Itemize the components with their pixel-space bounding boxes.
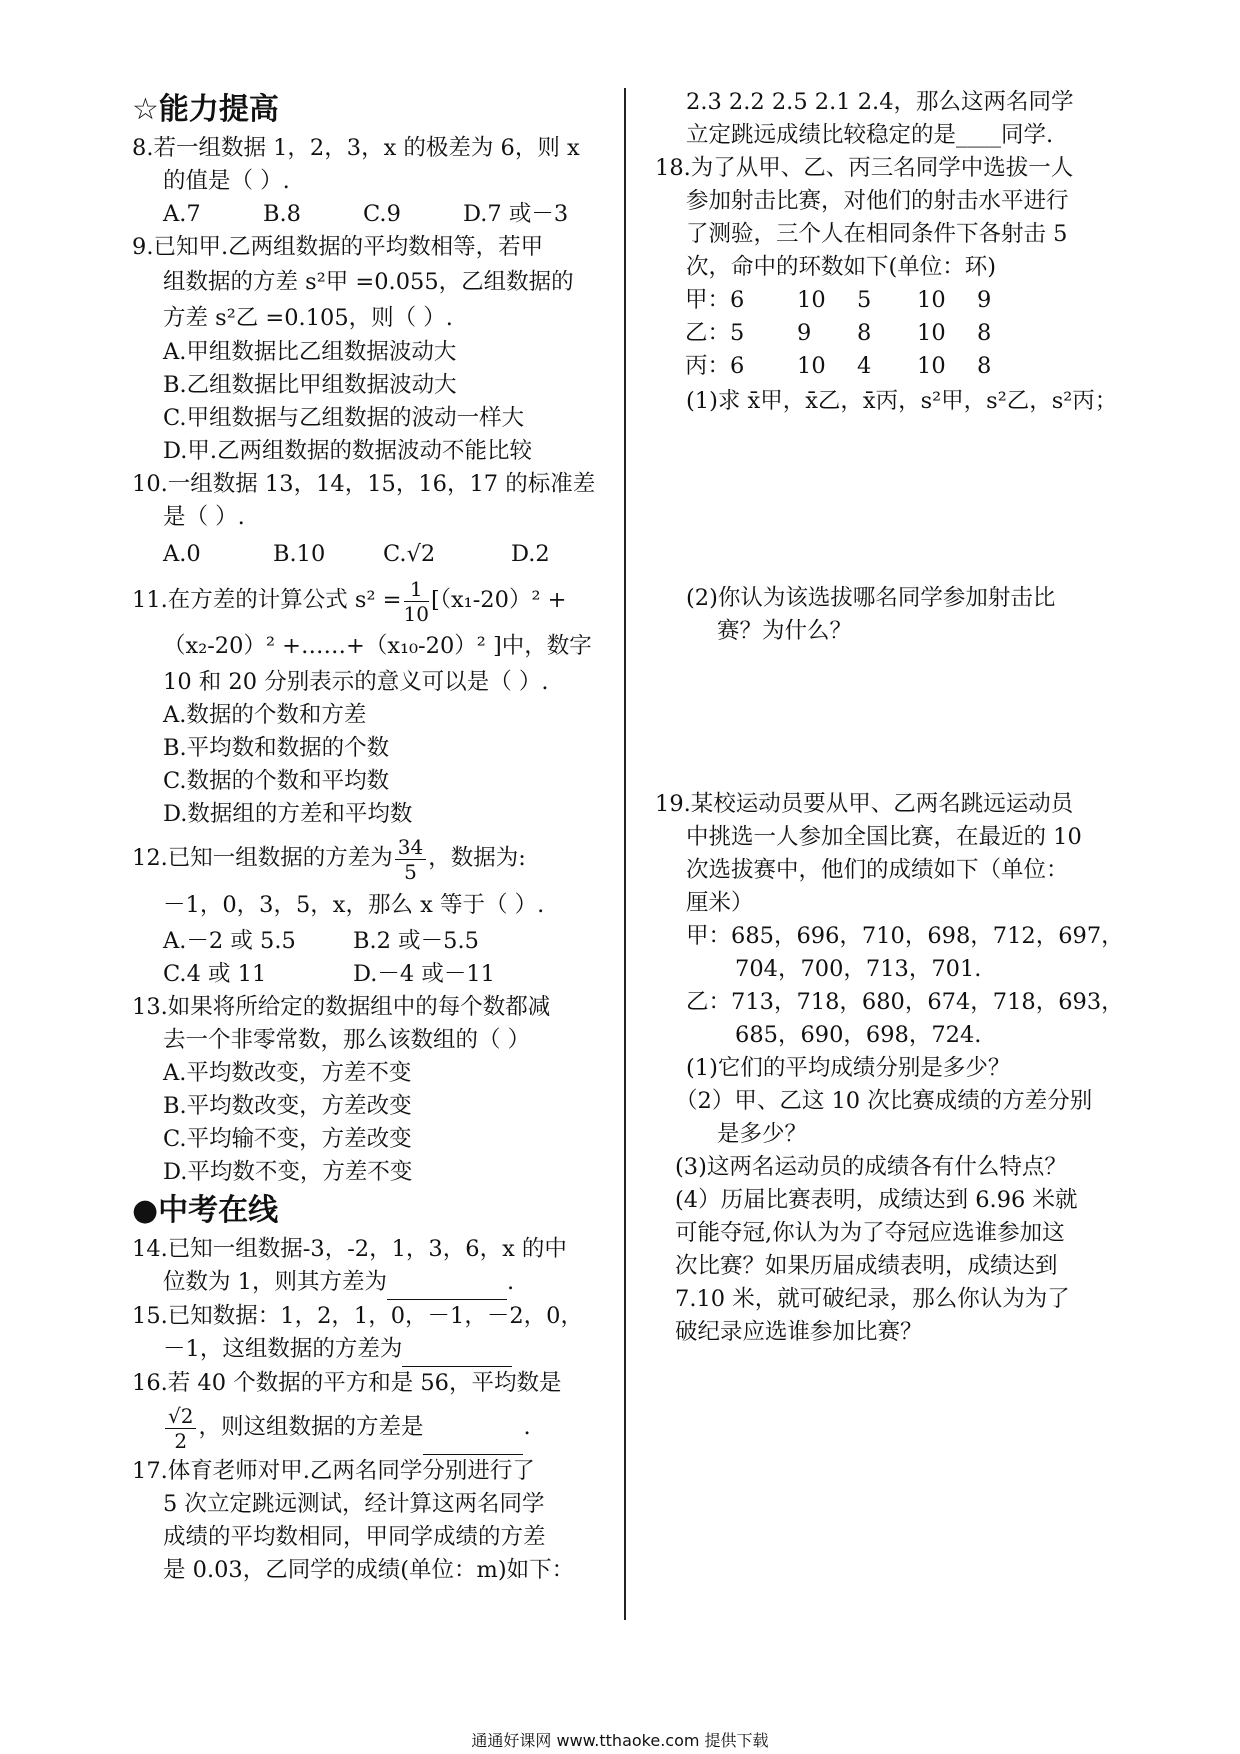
q19-part1: (1)它们的平均成绩分别是多少？	[686, 1055, 1011, 1081]
q18-row-yi-c0: 乙：5	[685, 320, 745, 346]
q9-line3: 方差 s²乙 =0.105，则（ ）.	[163, 305, 453, 331]
q14-line1: 14.已知一组数据-3，-2，1，3，6，x 的中	[132, 1236, 567, 1262]
q18-score-table	[655, 284, 1135, 383]
q18-row-jia-c3: 10	[917, 287, 946, 313]
q9-line2: 组数据的方差 s²甲 =0.055，乙组数据的	[163, 269, 574, 295]
q18-row-bing-c2: 4	[857, 353, 872, 379]
q18-row-jia-c1: 10	[797, 287, 826, 313]
q17-line4: 是 0.03，乙同学的成绩(单位：m)如下：	[163, 1557, 575, 1583]
q16-fraction	[165, 1404, 196, 1453]
q18-row-bing-c1: 10	[797, 353, 826, 379]
q12-option-c: C.4 或 11	[163, 961, 267, 987]
q18-row-jia-c2: 5	[857, 287, 872, 313]
q9-option-a: A.甲组数据比乙组数据波动大	[163, 339, 457, 365]
q8-line1: 8.若一组数据 1，2，3，x 的极差为 6，则 x	[132, 135, 580, 161]
q14-line2: 位数为 1，则其方差为 .	[132, 1266, 612, 1300]
right-column	[655, 86, 1135, 1349]
q19-yi-line2: 685，690，698，724.	[735, 1022, 982, 1048]
q12-line2: －1，0，3，5，x，那么 x 等于（ ）.	[163, 892, 545, 918]
q16-frac-denominator: 2	[174, 1428, 188, 1453]
q18-row-yi-c1: 9	[797, 320, 812, 346]
q18-line1: 18.为了从甲、乙、丙三名同学中选拔一人	[655, 155, 1074, 181]
q16-line1: 16.若 40 个数据的平方和是 56，平均数是	[132, 1370, 562, 1396]
q19-line3: 次选拔赛中，他们的成绩如下（单位：	[686, 857, 1069, 883]
q11-text-a: 11.在方差的计算公式 s² =	[132, 587, 402, 613]
q12-option-d: D.－4 或－11	[353, 961, 495, 987]
q12-text-b: ，数据为:	[428, 845, 526, 871]
q10-option-c: C.√2	[383, 541, 436, 567]
q19-part4-line1: (4）历届比赛表明，成绩达到 6.96 米就	[675, 1187, 1078, 1213]
q18-line2: 参加射击比赛，对他们的射击水平进行	[686, 188, 1069, 214]
q15-line1: 15.已知数据：1，2，1，0，－1，－2，0，	[132, 1303, 583, 1329]
q19-line2: 中挑选一人参加全国比赛，在最近的 10	[686, 824, 1082, 850]
q16-line2: $\frac{√2}{2}$ ，则这组数据的方差是 .	[132, 1400, 612, 1455]
q18-row-yi-c2: 8	[857, 320, 872, 346]
q10-options	[132, 534, 612, 574]
q18-row-yi-c4: 8	[977, 320, 992, 346]
q18-row-jia-c4: 9	[977, 287, 992, 313]
q11-option-b: B.平均数和数据的个数	[163, 735, 390, 761]
q12-option-b: B.2 或－5.5	[353, 928, 479, 954]
q14-answer-blank	[387, 1266, 507, 1300]
q12-line1	[132, 831, 612, 885]
q12-text-a: 12.已知一组数据的方差为	[132, 845, 393, 871]
q11-line3: 10 和 20 分别表示的意义可以是（ ）.	[163, 669, 549, 695]
q19-jia-line1: 甲：685，696，710，698，712，697，	[686, 923, 1124, 949]
q11-option-c: C.数据的个数和平均数	[163, 768, 390, 794]
q12-fraction	[395, 835, 426, 884]
q13-line2: 去一个非零常数，那么该数组的（ ）	[163, 1027, 531, 1053]
column-divider	[624, 88, 626, 1620]
q18-row-bing-c0: 丙：6	[685, 353, 745, 379]
q13-option-c: C.平均输不变，方差改变	[163, 1126, 412, 1152]
q11-option-d: D.数据组的方差和平均数	[163, 801, 413, 827]
q15-answer-blank	[402, 1333, 512, 1367]
q19-part2-line2: 是多少？	[717, 1121, 808, 1147]
q18-part2-line1: (2)你认为该选拔哪名同学参加射击比	[686, 585, 1056, 611]
q17-line1: 17.体育老师对甲.乙两名同学分别进行了	[132, 1458, 535, 1484]
q8-option-c: C.9	[363, 201, 401, 227]
q8-option-b: B.8	[263, 201, 302, 227]
q18-row-bing-c4: 8	[977, 353, 992, 379]
q19-part4-line4: 7.10 米，就可破纪录，那么你认为为了	[675, 1286, 1070, 1312]
q19-yi-line1: 乙：713，718，680，674，718，693，	[686, 989, 1124, 1015]
section-title-exam: ●中考在线	[132, 1193, 279, 1228]
q9-option-c: C.甲组数据与乙组数据的波动一样大	[163, 405, 525, 431]
q18-part2-line2: 赛？为什么？	[717, 618, 853, 644]
section-title-ability: ☆能力提高	[132, 92, 279, 127]
q10-option-a: A.0	[163, 541, 201, 567]
q16-text-b: ，则这组数据的方差是	[198, 1414, 424, 1440]
q16-frac-numerator: √2	[165, 1404, 196, 1429]
q9-option-d: D.甲.乙两组数据的数据波动不能比较	[163, 438, 533, 464]
q16-answer-blank	[423, 1400, 523, 1455]
q10-option-d: D.2	[511, 541, 550, 567]
q12-frac-denominator: 5	[404, 859, 417, 884]
q19-line4: 厘米）	[686, 890, 754, 916]
q17-cont-line2: 立定跳远成绩比较稳定的是____同学.	[686, 122, 1054, 148]
q10-option-b: B.10	[273, 541, 326, 567]
q13-line1: 13.如果将所给定的数据组中的每个数都减	[132, 994, 551, 1020]
q19-line1: 19.某校运动员要从甲、乙两名跳远运动员	[655, 791, 1074, 817]
q18-line3: 了测验，三个人在相同条件下各射击 5	[686, 221, 1068, 247]
q19-part4-line5: 破纪录应选谁参加比赛？	[675, 1319, 923, 1345]
q11-line1	[132, 574, 612, 626]
q12-frac-numerator: 34	[395, 835, 426, 860]
q19-part2-line1: （2）甲、乙这 10 次比赛成绩的方差分别	[675, 1088, 1093, 1114]
q19-part4-line2: 可能夺冠,你认为为了夺冠应选谁参加这	[675, 1220, 1065, 1246]
q12-options-row1	[132, 925, 612, 958]
q8-line2: 的值是（ ）.	[163, 168, 290, 194]
q14-text: 位数为 1，则其方差为	[163, 1269, 387, 1295]
left-column	[132, 86, 612, 1587]
q18-answer-space-2	[655, 648, 1135, 788]
page-footer: 通通好课网 www.tthaoke.com 提供下载	[471, 1731, 769, 1750]
q18-row-yi-c3: 10	[917, 320, 946, 346]
q19-part3: (3)这两名运动员的成绩各有什么特点？	[675, 1154, 1067, 1180]
q11-text-b: [（x₁-20）² +	[430, 587, 567, 613]
q13-option-d: D.平均数不变，方差不变	[163, 1159, 413, 1185]
q10-line2: 是（ ）.	[163, 504, 245, 530]
q15-text: －1，这组数据的方差为	[163, 1336, 403, 1362]
q8-option-d: D.7 或－3	[463, 201, 569, 227]
q11-frac-numerator: 1	[404, 577, 429, 602]
q12-option-a: A.－2 或 5.5	[163, 928, 296, 954]
q18-part1: (1)求 x̄甲，x̄乙，x̄丙，s²甲，s²乙，s²丙；	[686, 388, 1118, 414]
q19-jia-line2: 704，700，713，701.	[735, 956, 982, 982]
q17-cont-line1: 2.3 2.2 2.5 2.1 2.4，那么这两名同学	[686, 89, 1074, 115]
q9-option-b: B.乙组数据比甲组数据波动大	[163, 372, 457, 398]
q11-frac-denominator: 10	[403, 601, 429, 626]
q11-line2: （x₂-20）² +……+（x₁₀-20）² ]中，数字	[163, 633, 592, 659]
q17-line2: 5 次立定跳远测试，经计算这两名同学	[163, 1491, 545, 1517]
q15-line2	[132, 1333, 612, 1367]
q11-fraction	[404, 577, 429, 626]
q19-part4-line3: 次比赛？如果历届成绩表明，成绩达到	[675, 1253, 1058, 1279]
q13-option-a: A.平均数改变，方差不变	[163, 1060, 412, 1086]
q18-row-jia-c0: 甲：6	[685, 287, 745, 313]
q11-option-a: A.数据的个数和方差	[163, 702, 367, 728]
q18-answer-space-1	[655, 419, 1135, 582]
q8-option-a: A.7	[163, 201, 201, 227]
q13-option-b: B.平均数改变，方差改变	[163, 1093, 412, 1119]
q17-line3: 成绩的平均数相同，甲同学成绩的方差	[163, 1524, 546, 1550]
q18-row-bing-c3: 10	[917, 353, 946, 379]
q18-line4: 次，命中的环数如下(单位：环)	[686, 254, 997, 280]
q9-line1: 9.已知甲.乙两组数据的平均数相等，若甲	[132, 234, 544, 260]
q10-line1: 10.一组数据 13，14，15，16，17 的标准差	[132, 471, 596, 497]
q8-options	[132, 198, 612, 231]
q12-options-row2	[132, 958, 612, 991]
